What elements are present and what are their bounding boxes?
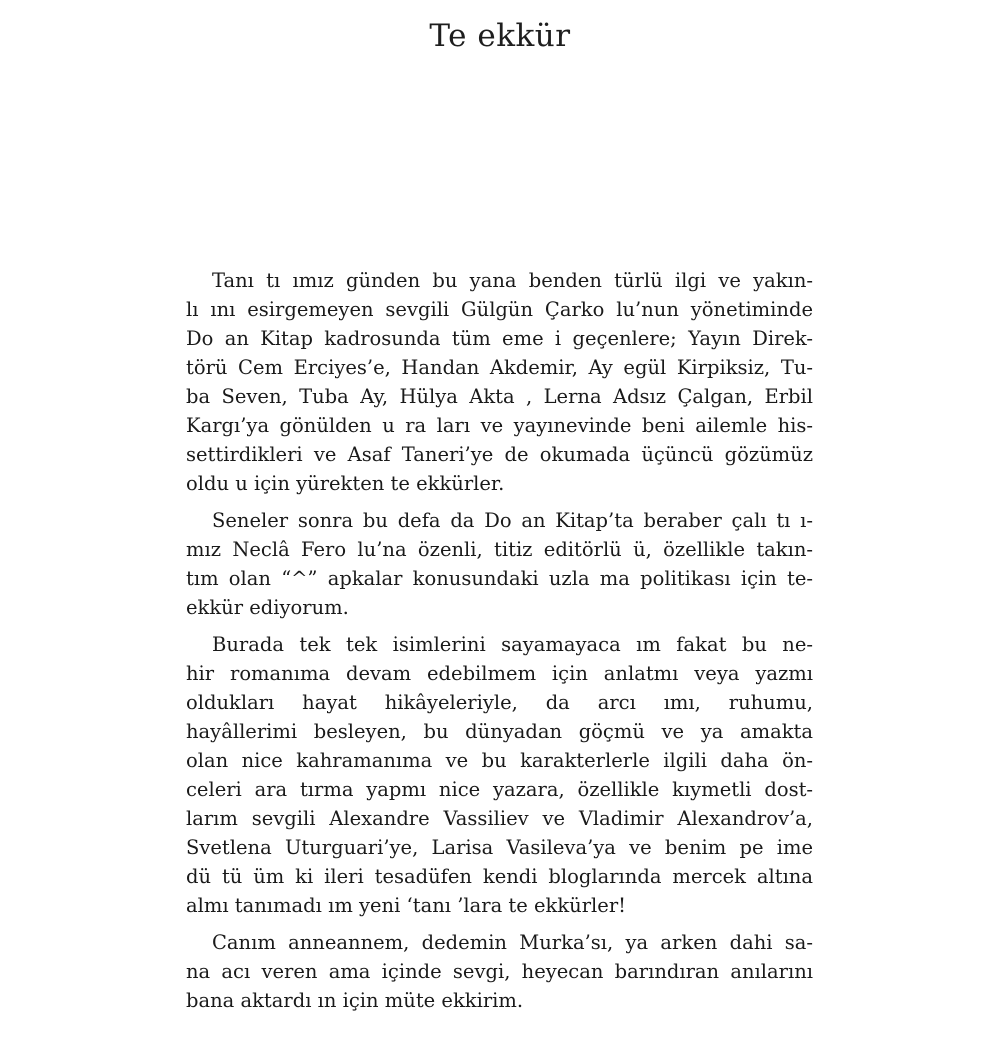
text-line: almı tanımadı ım yeni ‘tanı ’lara te ekkürler! — [186, 894, 626, 917]
text-line: tım olan “^” apkalar konusundaki uzla ma politikası için te- — [186, 567, 813, 590]
text-line: hir romanıma devam edebilmem için anlatmı veya yazmı — [186, 662, 813, 685]
text-line: Svetlena Uturguari’ye, Larisa Vasileva’ya ve benim pe ime — [186, 836, 813, 859]
text-line: Do an Kitap kadrosunda tüm eme i geçenlere; Yayın Direk- — [186, 327, 813, 350]
text-line: lı ını esirgemeyen sevgili Gülgün Çarko lu’nun yönetiminde — [186, 298, 813, 321]
text-line: törü Cem Erciyes’e, Handan Akdemir, Ay egül Kirpiksiz, Tu- — [186, 356, 813, 379]
text-line: mız Neclâ Fero lu’na özenli, titiz editörlü ü, özellikle takın- — [186, 538, 813, 561]
paragraph — [186, 928, 813, 1015]
text-line: Seneler sonra bu defa da Do an Kitap’ta beraber çalı tı ı- — [212, 509, 813, 532]
text-line: na acı veren ama içinde sevgi, heyecan barındıran anılarını — [186, 960, 813, 983]
text-line: settirdikleri ve Asaf Taneri’ye de okumada üçüncü gözümüz — [186, 443, 813, 466]
paragraph — [186, 630, 813, 920]
text-line: olan nice kahramanıma ve bu karakterlerle ilgili daha ön- — [186, 749, 813, 772]
body-text — [186, 266, 813, 1023]
text-line: dü tü üm ki ileri tesadüfen kendi bloglarında mercek altına — [186, 865, 813, 888]
paragraph — [186, 266, 813, 498]
page-title: Te ekkür — [429, 18, 571, 54]
text-line: oldu u için yürekten te ekkürler. — [186, 472, 505, 495]
text-line: hayâllerimi besleyen, bu dünyadan göçmü ve ya amakta — [186, 720, 813, 743]
text-line: ekkür ediyorum. — [186, 596, 349, 619]
text-line: celeri ara tırma yapmı nice yazara, özellikle kıymetli dost- — [186, 778, 813, 801]
text-line: Burada tek tek isimlerini sayamayaca ım fakat bu ne- — [212, 633, 813, 656]
text-line: bana aktardı ın için müte ekkirim. — [186, 989, 524, 1012]
text-line: oldukları hayat hikâyeleriyle, da arcı ımı, ruhumu, — [186, 691, 813, 714]
text-line: Canım anneannem, dedemin Murka’sı, ya arken dahi sa- — [212, 931, 813, 954]
text-line: larım sevgili Alexandre Vassiliev ve Vladimir Alexandrov’a, — [186, 807, 813, 830]
text-line: Tanı tı ımız günden bu yana benden türlü ilgi ve yakın- — [212, 269, 813, 292]
text-line: ba Seven, Tuba Ay, Hülya Akta , Lerna Adsız Çalgan, Erbil — [186, 385, 813, 408]
paragraph — [186, 506, 813, 622]
text-line: Kargı’ya gönülden u ra ları ve yayınevinde beni ailemle his- — [186, 414, 813, 437]
